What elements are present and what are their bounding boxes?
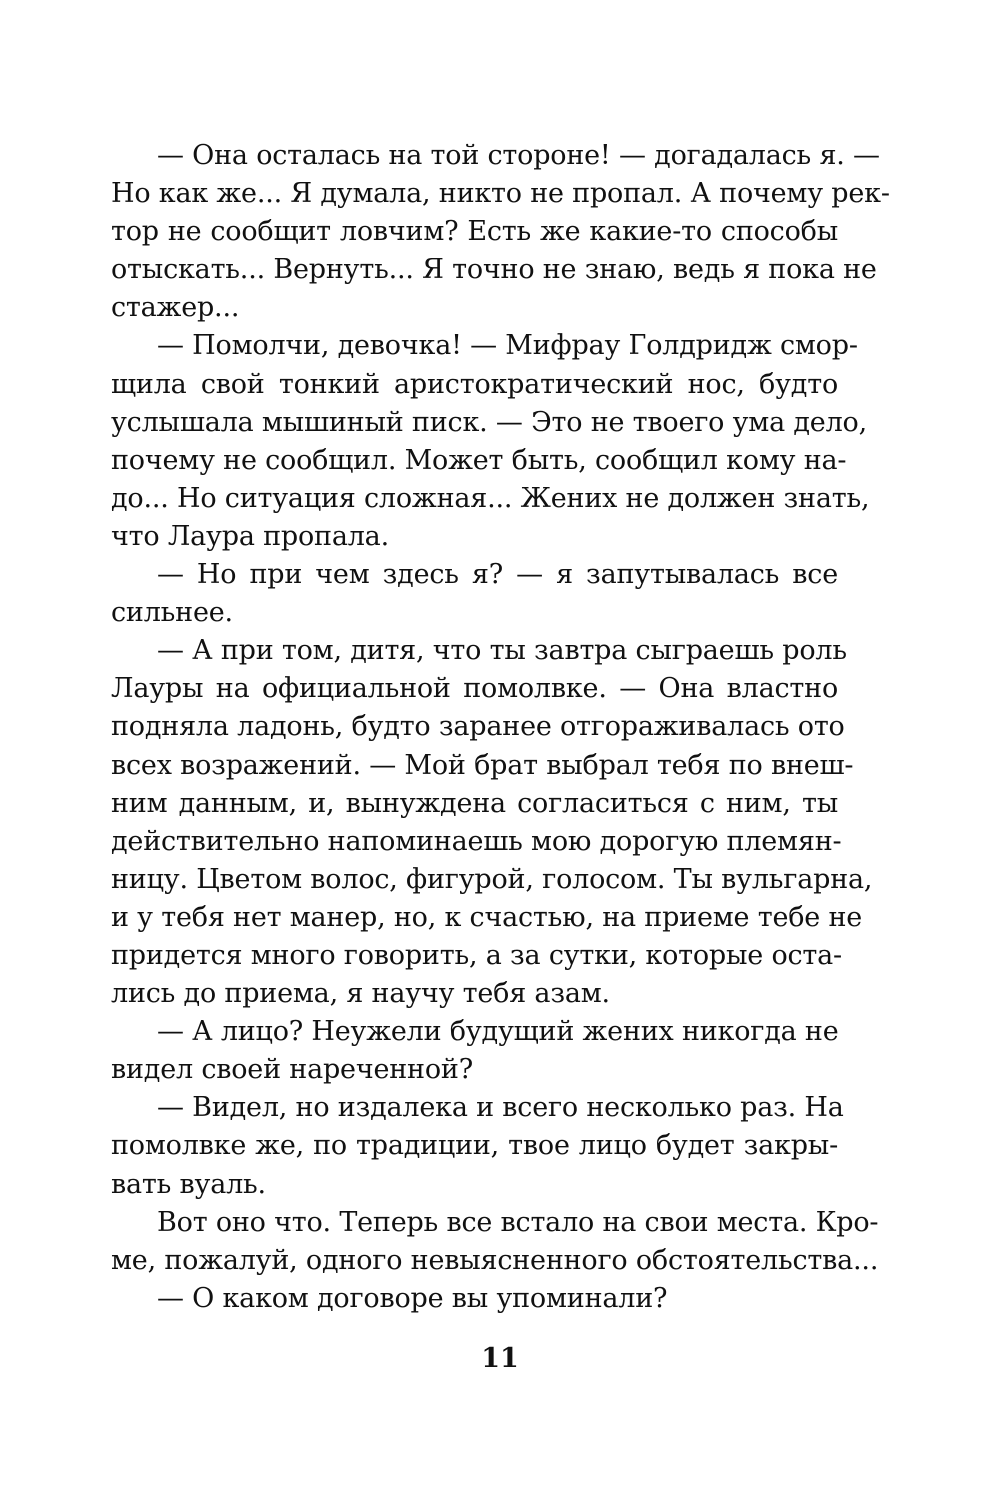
text-line: подняла ладонь, будто заранее отгораживалась ото bbox=[111, 711, 845, 743]
text-line: до... Но ситуация сложная... Жених не должен знать, bbox=[111, 482, 870, 514]
text-line: отыскать... Вернуть... Я точно не знаю, ведь я пока не bbox=[111, 254, 877, 286]
text-line: ним данным, и, вынуждена согласиться с ним, ты bbox=[111, 787, 838, 819]
text-line: действительно напоминаешь мою дорогую племян- bbox=[111, 825, 842, 857]
text-line: лись до приема, я научу тебя азам. bbox=[111, 978, 610, 1010]
text-line: щила свой тонкий аристократический нос, будто bbox=[111, 368, 838, 400]
text-line: почему не сообщил. Может быть, сообщил кому на- bbox=[111, 444, 847, 476]
text-line: Вот оно что. Теперь все встало на свои места. Кро- bbox=[157, 1206, 879, 1238]
text-line: услышала мышиный писк. — Это не твоего ума дело, bbox=[111, 406, 867, 438]
text-line: придется много говорить, а за сутки, которые оста- bbox=[111, 939, 842, 971]
text-line: — О каком договоре вы упоминали? bbox=[157, 1282, 668, 1314]
text-line: тор не сообщит ловчим? Есть же какие-то способы bbox=[111, 216, 838, 248]
text-line: — Видел, но издалека и всего несколько раз. На bbox=[157, 1092, 844, 1124]
text-line: всех возражений. — Мой брат выбрал тебя по внеш- bbox=[111, 749, 854, 781]
page-number: 11 bbox=[481, 1343, 519, 1374]
text-line: что Лаура пропала. bbox=[111, 520, 389, 552]
text-line: и у тебя нет манер, но, к счастью, на приеме тебе не bbox=[111, 901, 863, 933]
text-line: Лауры на официальной помолвке. — Она властно bbox=[111, 673, 838, 705]
text-line: Но как же... Я думала, никто не пропал. А почему рек- bbox=[111, 178, 890, 210]
text-line: — А при том, дитя, что ты завтра сыграешь роль bbox=[157, 635, 847, 667]
text-line: помолвке же, по традиции, твое лицо будет закры- bbox=[111, 1130, 838, 1162]
text-line: видел своей нареченной? bbox=[111, 1054, 473, 1086]
text-line: — Но при чем здесь я? — я запутывалась все bbox=[157, 559, 838, 591]
text-line: вать вуаль. bbox=[111, 1168, 266, 1200]
text-line: — Она осталась на той стороне! — догадалась я. — bbox=[157, 140, 880, 171]
text-line: стажер... bbox=[111, 292, 240, 324]
text-line: ме, пожалуй, одного невыясненного обстоятельства... bbox=[111, 1244, 879, 1276]
text-line: — А лицо? Неужели будущий жених никогда не bbox=[157, 1016, 839, 1048]
text-line: ницу. Цветом волос, фигурой, голосом. Ты вульгарна, bbox=[111, 863, 873, 895]
text-line: сильнее. bbox=[111, 597, 233, 629]
body-text bbox=[111, 137, 890, 1318]
text-line: — Помолчи, девочка! — Мифрау Голдридж смор- bbox=[157, 330, 858, 362]
